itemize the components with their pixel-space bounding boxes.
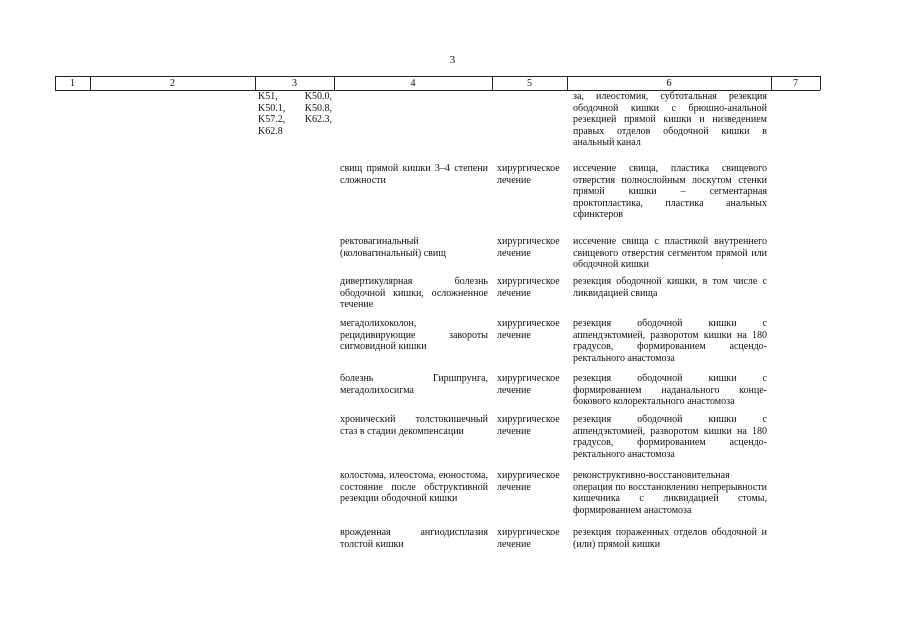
method-cell: резекция ободочной кишки с формированием наданального конце-бокового колоректального анастомоза [573, 373, 767, 408]
treatment-cell: хирургическое лечение [497, 318, 560, 341]
header-col-2: 2 [170, 78, 175, 89]
page-number: 3 [449, 54, 456, 66]
condition-cell: врожденная ангиодисплазия толстой кишки [340, 527, 488, 550]
condition-cell: хронический толстокишечный стаз в стадии декомпенсации [340, 414, 488, 437]
header-col-1: 1 [70, 78, 75, 89]
treatment-cell: хирургическое лечение [497, 373, 560, 396]
treatment-cell: хирургическое лечение [497, 470, 560, 493]
method-cell: резекция ободочной кишки с аппендэктомией, разворотом кишки на 180 градусов, формированием асцендо-ректального анастомоза [573, 318, 767, 364]
condition-cell: свищ прямой кишки 3–4 степени сложности [340, 163, 488, 186]
method-cell: резекция пораженных отделов ободочной и (или) прямой кишки [573, 527, 767, 550]
header-col-7: 7 [793, 78, 798, 89]
condition-cell: болезнь Гиршпрунга, мегадолихосигма [340, 373, 488, 396]
condition-cell: ректовагинальный (коловагинальный) свищ [340, 236, 446, 259]
header-divider [820, 76, 821, 90]
method-cell: за, илеостомия, субтотальная резекция ободочной кишки с брюшно-анальной резекцией прямой кишки и низведением правых отделов ободочной кишки в анальный канал [573, 91, 767, 149]
treatment-cell: хирургическое лечение [497, 236, 560, 259]
condition-cell: мегадолихоколон, рецидивирующие завороты сигмовидной кишки [340, 318, 488, 353]
icd-codes: K51, K50.0, K50.1, K50.8, K57.2, K62.3, K62.8 [258, 91, 332, 137]
method-cell: реконструктивно-восстановительная операция по восстановлению непрерывности кишечника с ликвидацией стомы, формированием анастомоза [573, 470, 767, 516]
treatment-cell: хирургическое лечение [497, 276, 560, 299]
condition-cell: колостома, илеостома, еюностома, состояние после обструктивной резекции ободочной кишки [340, 470, 488, 505]
condition-cell: дивертикулярная болезнь ободочной кишки, осложненное течение [340, 276, 488, 311]
treatment-cell: хирургическое лечение [497, 414, 560, 437]
header-col-3: 3 [292, 78, 297, 89]
method-cell: иссечение свища, пластика свищевого отверстия полнослойным лоскутом стенки прямой кишки – сегментарная проктопластика, пластика анальных сфинктеров [573, 163, 767, 221]
treatment-cell: хирургическое лечение [497, 527, 560, 550]
header-col-5: 5 [527, 78, 532, 89]
header-col-6: 6 [666, 78, 672, 89]
method-cell: резекция ободочной кишки с аппендэктомией, разворотом кишки на 180 градусов, формированием асцендо-ректального анастомоза [573, 414, 767, 460]
method-cell: иссечение свища с пластикой внутреннего свищевого отверстия сегментом прямой или ободочной кишки [573, 236, 767, 271]
treatment-cell: хирургическое лечение [497, 163, 560, 186]
method-cell: резекция ободочной кишки, в том числе с ликвидацией свища [573, 276, 767, 299]
header-col-4: 4 [410, 78, 416, 89]
